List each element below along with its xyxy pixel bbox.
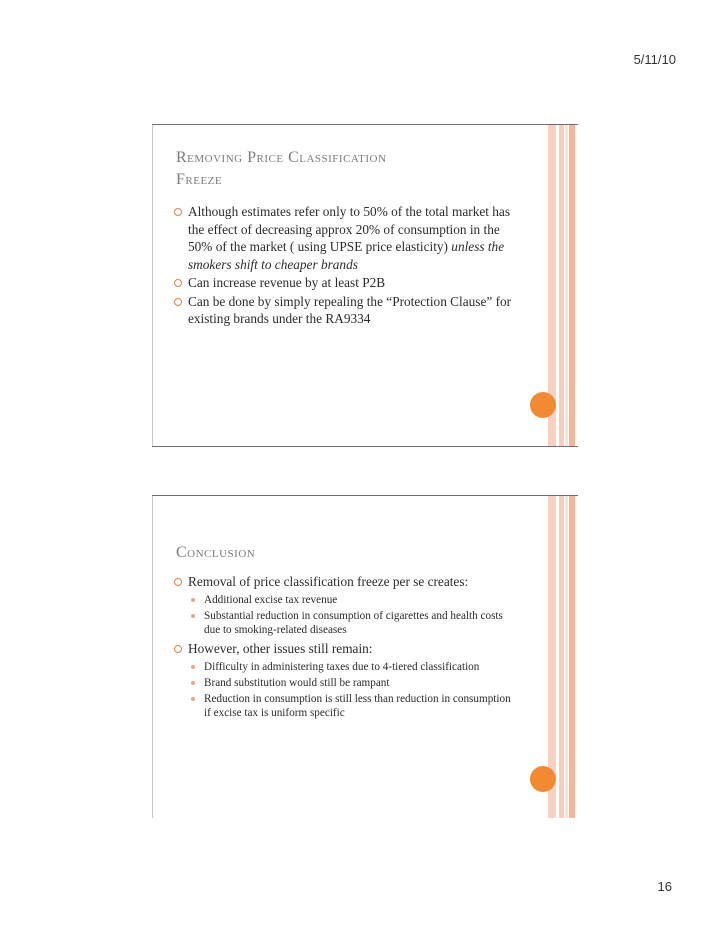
bullet-italic-text: unless the smokers shift to cheaper brands	[188, 239, 505, 272]
bullet-item: Can increase revenue by at least P2B	[172, 274, 520, 292]
orange-circle-decoration	[530, 766, 556, 792]
slide-conclusion	[152, 495, 578, 818]
bullet-item: Can be done by simply repealing the “Protection Clause” for existing brands under the RA9334	[172, 293, 520, 328]
sub-bullet-item: Additional excise tax revenue	[188, 593, 520, 607]
slide-title: Conclusion	[176, 544, 256, 561]
slide-left-border	[152, 496, 153, 818]
page-number: 16	[657, 879, 672, 894]
header-date: 5/11/10	[633, 52, 676, 67]
bullet-item: However, other issues still remain: Difficulty in administering taxes due to 4-tiered classification Brand substitution would still be rampant Reduction in consumption is still less than reduction in consumption if excise tax is uniform specific	[172, 640, 520, 720]
slide-title	[176, 147, 386, 191]
sub-bullet-item: Reduction in consumption is still less than reduction in consumption if excise tax is uniform specific	[188, 692, 520, 720]
bullet-item: Removal of price classification freeze per se creates: Additional excise tax revenue Substantial reduction in consumption of cigarettes and health costs due to smoking-related diseases	[172, 573, 520, 637]
sub-bullet-item: Difficulty in administering taxes due to 4-tiered classification	[188, 660, 520, 674]
slide-removing-price-classification	[152, 124, 578, 447]
slide-title-line-2: Freeze	[176, 171, 223, 188]
bullet-item: Although estimates refer only to 50% of the total market has the effect of decreasing approx 20% of consumption in the 50% of the market ( using UPSE price elasticity) unless the smokers shift to cheaper brands	[172, 203, 520, 273]
sub-bullet-item: Substantial reduction in consumption of cigarettes and health costs due to smoking-related diseases	[188, 609, 520, 637]
slide-left-border	[152, 125, 153, 446]
slide-body	[172, 203, 520, 329]
orange-circle-decoration	[530, 392, 556, 418]
slide-title-line-1: Removing Price Classification	[176, 149, 387, 166]
sub-bullet-item: Brand substitution would still be rampant	[188, 676, 520, 690]
slide-body	[172, 573, 520, 723]
